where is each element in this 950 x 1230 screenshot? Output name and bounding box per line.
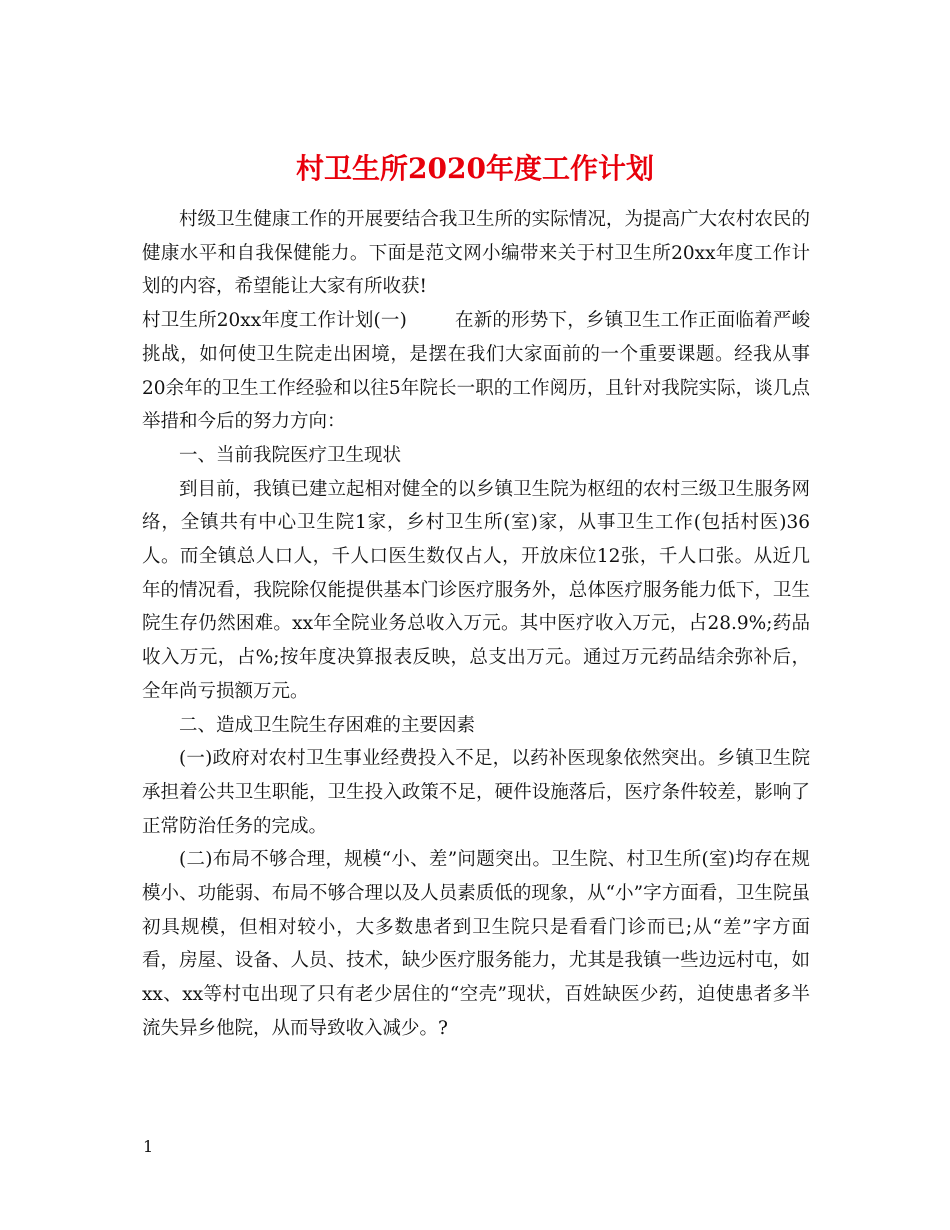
document-title: 村卫生所2020年度工作计划 (296, 151, 654, 185)
paragraph-status: 到目前，我镇已建立起相对健全的以乡镇卫生院为枢纽的农村三级卫生服务网络，全镇共有中心卫生院1家，乡村卫生所(室)家，从事卫生工作(包括村医)36人。而全镇总人口人，千人口医生数仅占人，开放床位12张，千人口张。从近几年的情况看，我院除仅能提供基本门诊医疗服务外，总体医疗服务能力低下，卫生院生存仍然困难。xx年全院业务总收入万元。其中医疗收入万元，占28.9%;药品收入万元，占%;按年度决算报表反映，总支出万元。通过万元药品结余弥补后，全年尚亏损额万元。 (142, 478, 810, 702)
intro-paragraph: 村级卫生健康工作的开展要结合我卫生所的实际情况，为提高广大农村农民的健康水平和自我保健能力。下面是范文网小编带来关于村卫生所20xx年度工作计划的内容，希望能让大家有所收获! (142, 209, 810, 298)
document-body (142, 203, 810, 1046)
section-heading-1: 一、当前我院医疗卫生现状 (179, 444, 402, 466)
paragraph-layout: (二)布局不够合理，规模“小、差”问题突出。卫生院、村卫生所(室)均存在规模小、功能弱、布局不够合理以及人员素质低的现象，从“小”字方面看，卫生院虽初具规模，但相对较小，大多数患者到卫生院只是看看门诊而已;从“差”字方面看，房屋、设备、人员、技术，缺少医疗服务能力，尤其是我镇一些边远村屯，如xx、xx等村屯出现了只有老少居住的“空壳”现状，百姓缺医少药，迫使患者多半流失异乡他院，从而导致收入减少。? (142, 849, 810, 1039)
paragraph-funding: (一)政府对农村卫生事业经费投入不足，以药补医现象依然突出。乡镇卫生院承担着公共卫生职能，卫生投入政策不足，硬件设施落后，医疗条件较差，影响了正常防治任务的完成。 (142, 748, 810, 837)
section-heading-2: 二、造成卫生院生存困难的主要因素 (179, 714, 476, 736)
subtitle-paragraph (142, 304, 810, 439)
section-subtitle: 村卫生所20xx年度工作计划(一) (142, 310, 407, 332)
paragraph-text: 在新的形势下，乡镇卫生工作正面临着严峻挑战，如何使卫生院走出困境，是摆在我们大家面前的一个重要课题。经我从事20余年的卫生工作经验和以往5年院长一职的工作阅历，且针对我院实际，谈几点举措和今后的努力方向： (142, 310, 810, 433)
page-number: 1 (143, 1137, 154, 1156)
